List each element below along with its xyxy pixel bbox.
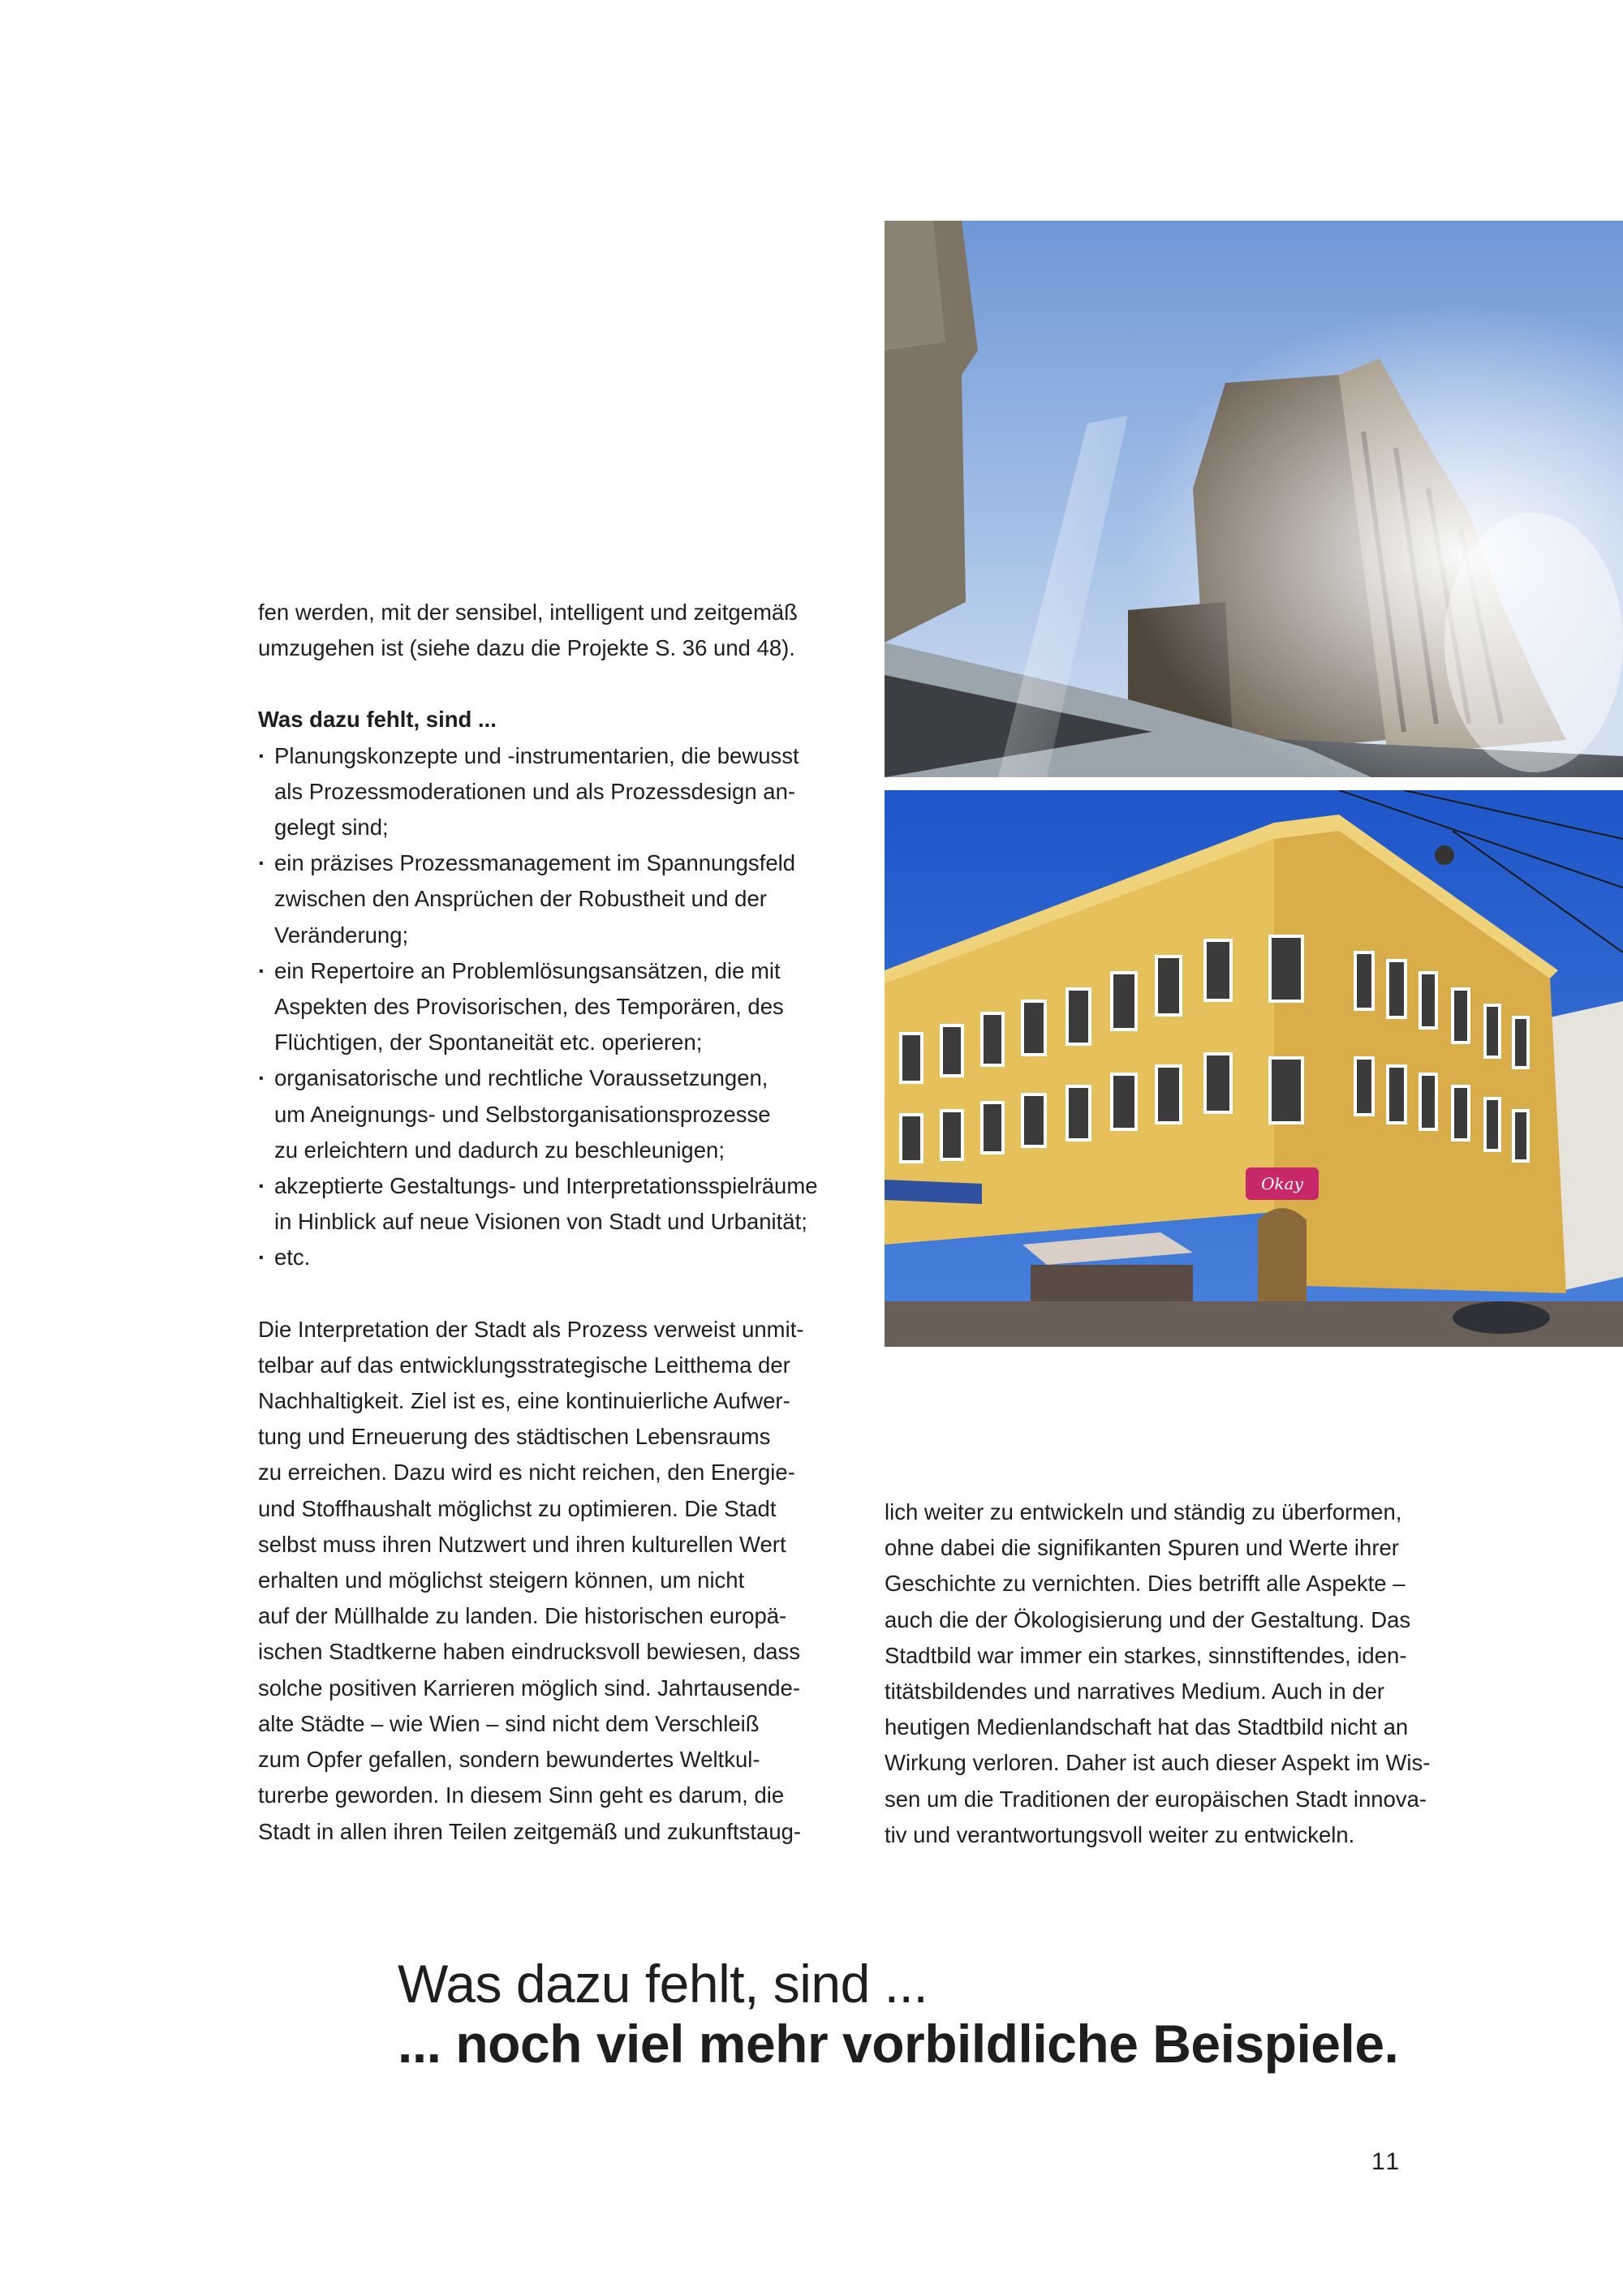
text-line: Stadt in allen ihren Teilen zeitgemäß und zukunftstaug- xyxy=(258,1818,802,1844)
list-item xyxy=(258,738,842,846)
text-line: tung und Erneuerung des städtischen Lebensraums xyxy=(258,1424,771,1450)
body-paragraph xyxy=(258,1312,842,1850)
text-line: selbst muss ihren Nutzwert und ihren kulturellen Wert xyxy=(258,1531,786,1557)
list-item-line: zwischen den Ansprüchen der Robustheit und der xyxy=(274,886,767,912)
list-item-line: · akzeptierte Gestaltungs- und Interpretationsspielräume xyxy=(274,1173,818,1199)
list-item-line: · etc. xyxy=(274,1245,311,1271)
list-item-line: in Hinblick auf neue Visionen von Stadt und Urbanität; xyxy=(274,1209,807,1235)
text-line: solche positiven Karrieren möglich sind. Jahrtausende- xyxy=(258,1675,800,1701)
pull-quote-line-1: Was dazu fehlt, sind ... xyxy=(398,1954,928,2014)
list-item-line: · ein Repertoire an Problemlösungsansätzen, die mit xyxy=(274,957,781,983)
pull-quote-line-2: ... noch viel mehr vorbildliche Beispiele. xyxy=(398,2014,1399,2074)
text-line: heutigen Medienlandschaft hat das Stadtbild nicht an xyxy=(885,1714,1409,1740)
text-line: tiv und verantwortungsvoll weiter zu entwickeln. xyxy=(885,1821,1355,1847)
text-line: ischen Stadtkerne haben eindrucksvoll bewiesen, dass xyxy=(258,1639,801,1665)
text-line: alte Städte – wie Wien – sind nicht dem Verschleiß xyxy=(258,1710,760,1736)
list-item-line: als Prozessmoderationen und als Prozessdesign an- xyxy=(274,778,796,804)
pull-quote xyxy=(398,1954,1453,2074)
photo-demolition xyxy=(885,221,1623,777)
text-line: Stadtbild war immer ein starkes, sinnstiftendes, iden- xyxy=(885,1642,1407,1668)
text-line: titätsbildendes und narratives Medium. Auch in der xyxy=(885,1679,1385,1705)
text-line: auf der Müllhalde zu landen. Die historischen europä- xyxy=(258,1603,787,1629)
list-item xyxy=(258,953,842,1061)
text-line: auch die der Ökologisierung und der Gestaltung. Das xyxy=(885,1606,1411,1632)
text-line: telbar auf das entwicklungsstrategische Leitthema der xyxy=(258,1352,790,1378)
text-line: lich weiter zu entwickeln und ständig zu überformen, xyxy=(885,1499,1402,1524)
shop-sign: Okay xyxy=(1261,1174,1303,1193)
intro-line: fen werden, mit der sensibel, intelligent und zeitgemäß xyxy=(258,600,798,625)
list-item xyxy=(258,1168,842,1240)
text-line: ohne dabei die signifikanten Spuren und Werte ihrer xyxy=(885,1535,1399,1561)
list-item xyxy=(258,1240,842,1275)
list-item-line: Flüchtigen, der Spontaneität etc. operieren; xyxy=(274,1030,703,1056)
list-item-line: Veränderung; xyxy=(274,922,409,948)
text-line: und Stoffhaushalt möglichst zu optimieren. Die Stadt xyxy=(258,1495,777,1521)
text-line: Nachhaltigkeit. Ziel ist es, eine kontinuierliche Aufwer- xyxy=(258,1388,790,1414)
list-item xyxy=(258,845,842,953)
intro-line: umzugehen ist (siehe dazu die Projekte S. 36 und 48). xyxy=(258,635,795,661)
list-item-line: · organisatorische und rechtliche Voraussetzungen, xyxy=(274,1065,768,1091)
list-item-line: zu erleichtern und dadurch zu beschleunigen; xyxy=(274,1137,725,1163)
list-item-line: gelegt sind; xyxy=(274,815,389,841)
page-number: 11 xyxy=(1371,2148,1402,2175)
text-line: Die Interpretation der Stadt als Prozess verweist unmit- xyxy=(258,1316,804,1342)
text-line: erhalten und möglichst steigern können, um nicht xyxy=(258,1567,745,1593)
list-item-line: · Planungskonzepte und -instrumentarien, die bewusst xyxy=(274,742,799,768)
list-item-line: · ein präzises Prozessmanagement im Spannungsfeld xyxy=(274,850,796,876)
text-line: Wirkung verloren. Daher ist auch dieser Aspekt im Wis- xyxy=(885,1750,1431,1776)
list-item xyxy=(258,1060,842,1168)
text-line: turerbe geworden. In diesem Sinn geht es darum, die xyxy=(258,1782,785,1808)
text-line: sen um die Traditionen der europäischen Stadt innova- xyxy=(885,1786,1427,1812)
text-line: Geschichte zu vernichten. Dies betrifft alle Aspekte – xyxy=(885,1571,1406,1597)
text-line: zum Opfer gefallen, sondern bewundertes Weltkul- xyxy=(258,1747,760,1773)
list-heading: Was dazu fehlt, sind ... xyxy=(258,707,497,733)
left-text-column xyxy=(258,595,842,1850)
list-item-line: um Aneignungs- und Selbstorganisationsprozesse xyxy=(274,1101,771,1127)
text-line: zu erreichen. Dazu wird es nicht reichen, den Energie- xyxy=(258,1460,795,1486)
list-item-line: Aspekten des Provisorischen, des Temporären, des xyxy=(274,994,784,1020)
bullet-list xyxy=(258,738,842,1276)
right-text-column xyxy=(885,1494,1469,1853)
photo-yellow-building xyxy=(885,790,1623,1347)
